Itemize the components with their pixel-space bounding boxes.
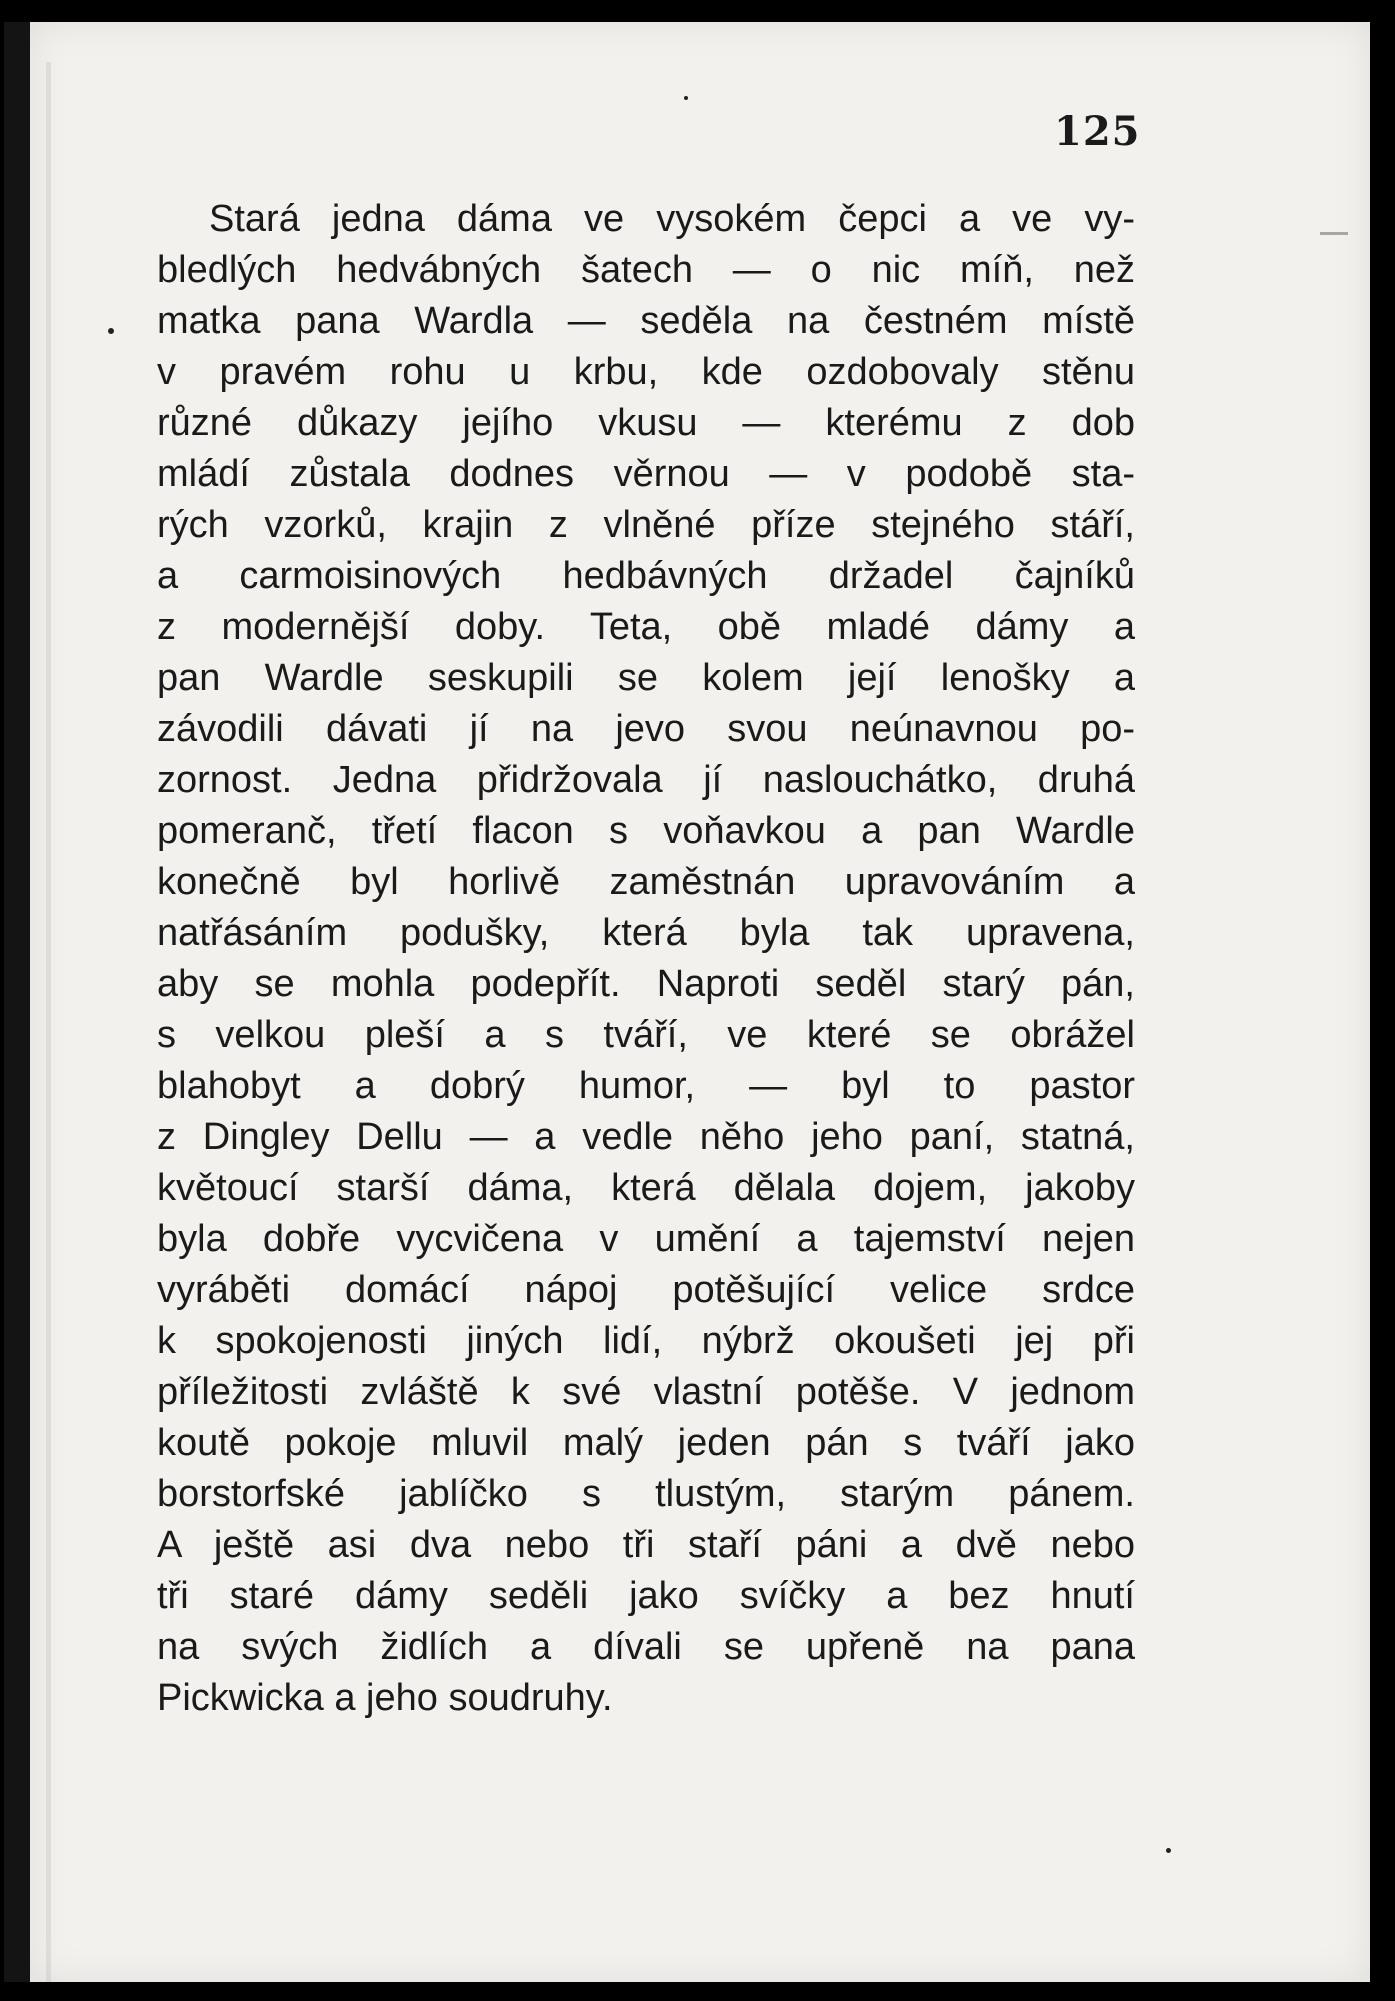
text-line: bledlých hedvábných šatech — o nic míň, než <box>157 249 1135 291</box>
text-line: na svých židlích a dívali se upřeně na pana <box>157 1626 1135 1668</box>
print-speck <box>684 96 688 100</box>
text-line: z Dingley Dellu — a vedle něho jeho paní, statná, <box>157 1116 1135 1158</box>
text-line: příležitosti zvláště k své vlastní potěše. V jednom <box>157 1371 1135 1413</box>
text-line: zornost. Jedna přidržovala jí naslouchátko, druhá <box>157 759 1135 801</box>
text-line: Stará jedna dáma ve vysokém čepci a ve vy- <box>209 198 1135 240</box>
text-line: koutě pokoje mluvil malý jeden pán s tváří jako <box>157 1422 1135 1464</box>
text-line: matka pana Wardla — seděla na čestném místě <box>157 300 1135 342</box>
print-speck <box>1166 1848 1171 1853</box>
text-line: různé důkazy jejího vkusu — kterému z dob <box>157 402 1135 444</box>
text-line: k spokojenosti jiných lidí, nýbrž okoušeti jej při <box>157 1320 1135 1362</box>
text-line: závodili dávati jí na jevo svou neúnavnou po- <box>157 708 1135 750</box>
text-line: vyráběti domácí nápoj potěšující velice srdce <box>157 1269 1135 1311</box>
page-crease <box>46 62 51 1982</box>
text-line: mládí zůstala dodnes věrnou — v podobě sta- <box>157 453 1135 495</box>
text-line: aby se mohla podepřít. Naproti seděl starý pán, <box>157 963 1135 1005</box>
text-line: blahobyt a dobrý humor, — byl to pastor <box>157 1065 1135 1107</box>
text-line: z modernější doby. Teta, obě mladé dámy a <box>157 606 1135 648</box>
page-number: 125 <box>1054 108 1141 155</box>
text-line: a carmoisinových hedbávných držadel čajníků <box>157 555 1135 597</box>
text-line: pan Wardle seskupili se kolem její lenošky a <box>157 657 1135 699</box>
text-line: borstorfské jablíčko s tlustým, starým pánem. <box>157 1473 1135 1515</box>
text-line: v pravém rohu u krbu, kde ozdobovaly stěnu <box>157 351 1135 393</box>
text-line: pomeranč, třetí flacon s voňavkou a pan Wardle <box>157 810 1135 852</box>
margin-mark <box>1320 232 1348 235</box>
text-line: květoucí starší dáma, která dělala dojem, jakoby <box>157 1167 1135 1209</box>
text-line: A ještě asi dva nebo tři staří páni a dvě nebo <box>157 1524 1135 1566</box>
text-line: rých vzorků, krajin z vlněné příze stejného stáří, <box>157 504 1135 546</box>
body-text <box>157 194 1135 1724</box>
print-speck <box>108 328 114 334</box>
text-line: Pickwicka a jeho soudruhy. <box>157 1677 613 1719</box>
page-binding-edge <box>4 22 30 1982</box>
text-line: natřásáním podušky, která byla tak upravena, <box>157 912 1135 954</box>
text-line: s velkou pleší a s tváří, ve které se obrážel <box>157 1014 1135 1056</box>
text-line: byla dobře vycvičena v umění a tajemství nejen <box>157 1218 1135 1260</box>
text-line: tři staré dámy seděli jako svíčky a bez hnutí <box>157 1575 1135 1617</box>
text-line: konečně byl horlivě zaměstnán upravováním a <box>157 861 1135 903</box>
